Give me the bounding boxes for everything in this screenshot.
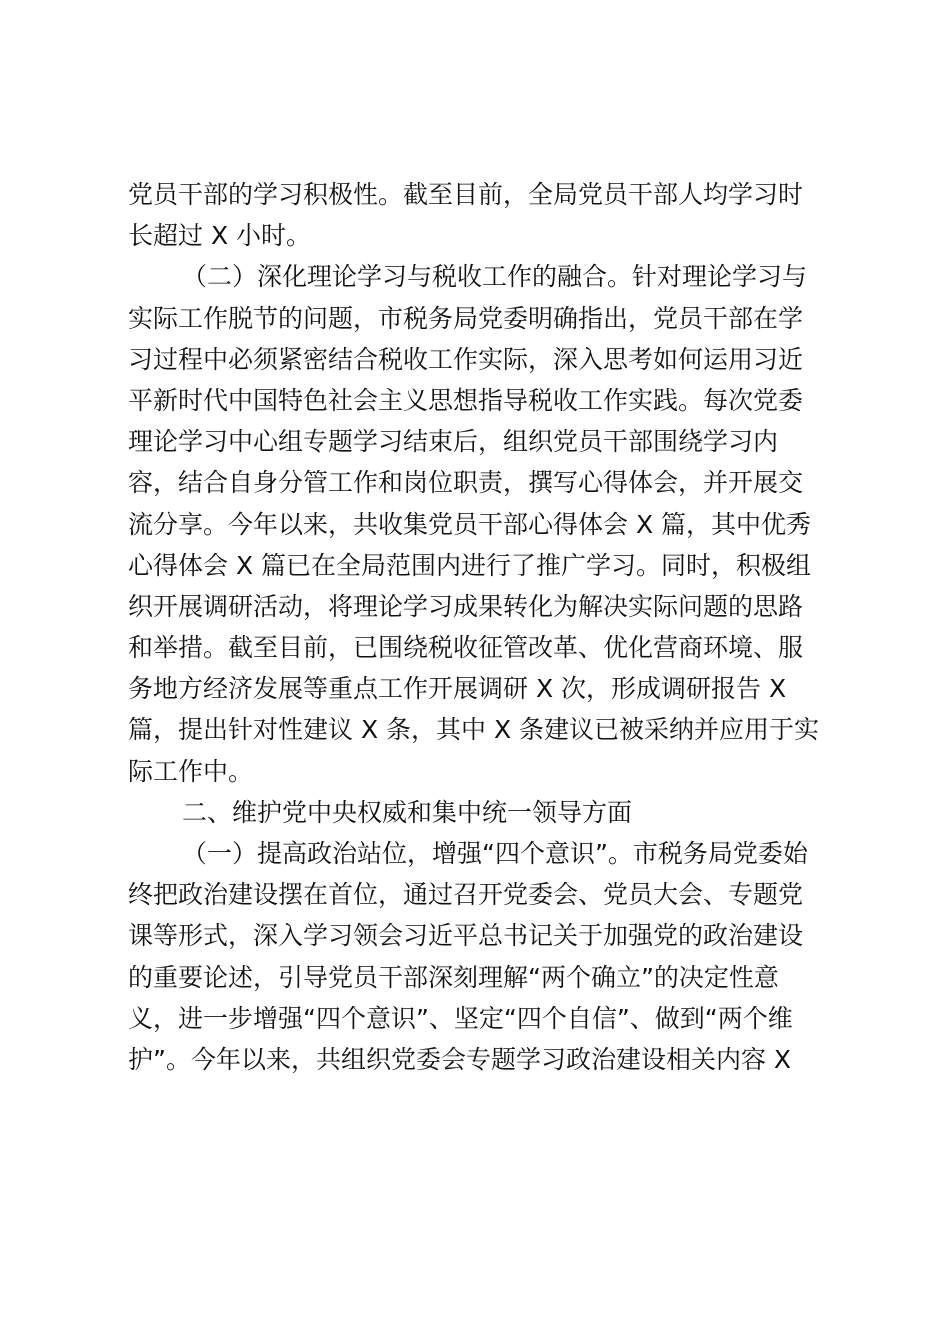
text-line: 实际工作脱节的问题，市税务局党委明确指出，党员干部在学	[128, 303, 804, 333]
text-line: 终把政治建设摆在首位，通过召开党委会、党员大会、专题党	[128, 880, 804, 910]
text-line: 的重要论述，引导党员干部深刻理解“两个确立”的决定性意	[128, 962, 779, 992]
text-line: 织开展调研活动，将理论学习成果转化为解决实际问题的思路	[128, 591, 804, 621]
text-line: 务地方经济发展等重点工作开展调研 X 次，形成调研报告 X	[128, 674, 787, 704]
document-body	[128, 174, 828, 1080]
text-line: 习过程中必须紧密结合税收工作实际，深入思考如何运用习近	[128, 344, 804, 374]
text-line: 流分享。今年以来，共收集党员干部心得体会 X 篇，其中优秀	[128, 509, 812, 539]
text-line: 平新时代中国特色社会主义思想指导税收工作实践。每次党委	[128, 385, 804, 415]
text-line: 理论学习中心组专题学习结束后，组织党员干部围绕学习内	[128, 427, 779, 457]
text-line: 长超过 X 小时。	[128, 221, 312, 251]
paragraph-heading-line: （二）深化理论学习与税收工作的融合。针对理论学习与	[182, 262, 808, 292]
text-line: 容，结合自身分管工作和岗位职责，撰写心得体会，并开展交	[128, 468, 804, 498]
text-line: 心得体会 X 篇已在全局范围内进行了推广学习。同时，积极组	[128, 550, 812, 580]
text-line: 篇，提出针对性建议 X 条，其中 X 条建议已被采纳并应用于实	[128, 715, 820, 745]
text-line: 际工作中。	[128, 756, 254, 786]
text-line: 和举措。截至目前，已围绕税收征管改革、优化营商环境、服	[128, 633, 804, 663]
text-line: 护”。今年以来，共组织党委会专题学习政治建设相关内容 X	[128, 1044, 792, 1074]
text-line: 党员干部的学习积极性。截至目前，全局党员干部人均学习时	[128, 180, 804, 209]
text-line: 义，进一步增强“四个意识”、坚定“四个自信”、做到“两个维	[128, 1003, 793, 1033]
paragraph-heading-line: （一）提高政治站位，增强“四个意识”。市税务局党委始	[182, 839, 808, 868]
section-heading: 二、维护党中央权威和集中统一领导方面	[182, 797, 633, 827]
text-line: 课等形式，深入学习领会习近平总书记关于加强党的政治建设	[128, 921, 804, 951]
